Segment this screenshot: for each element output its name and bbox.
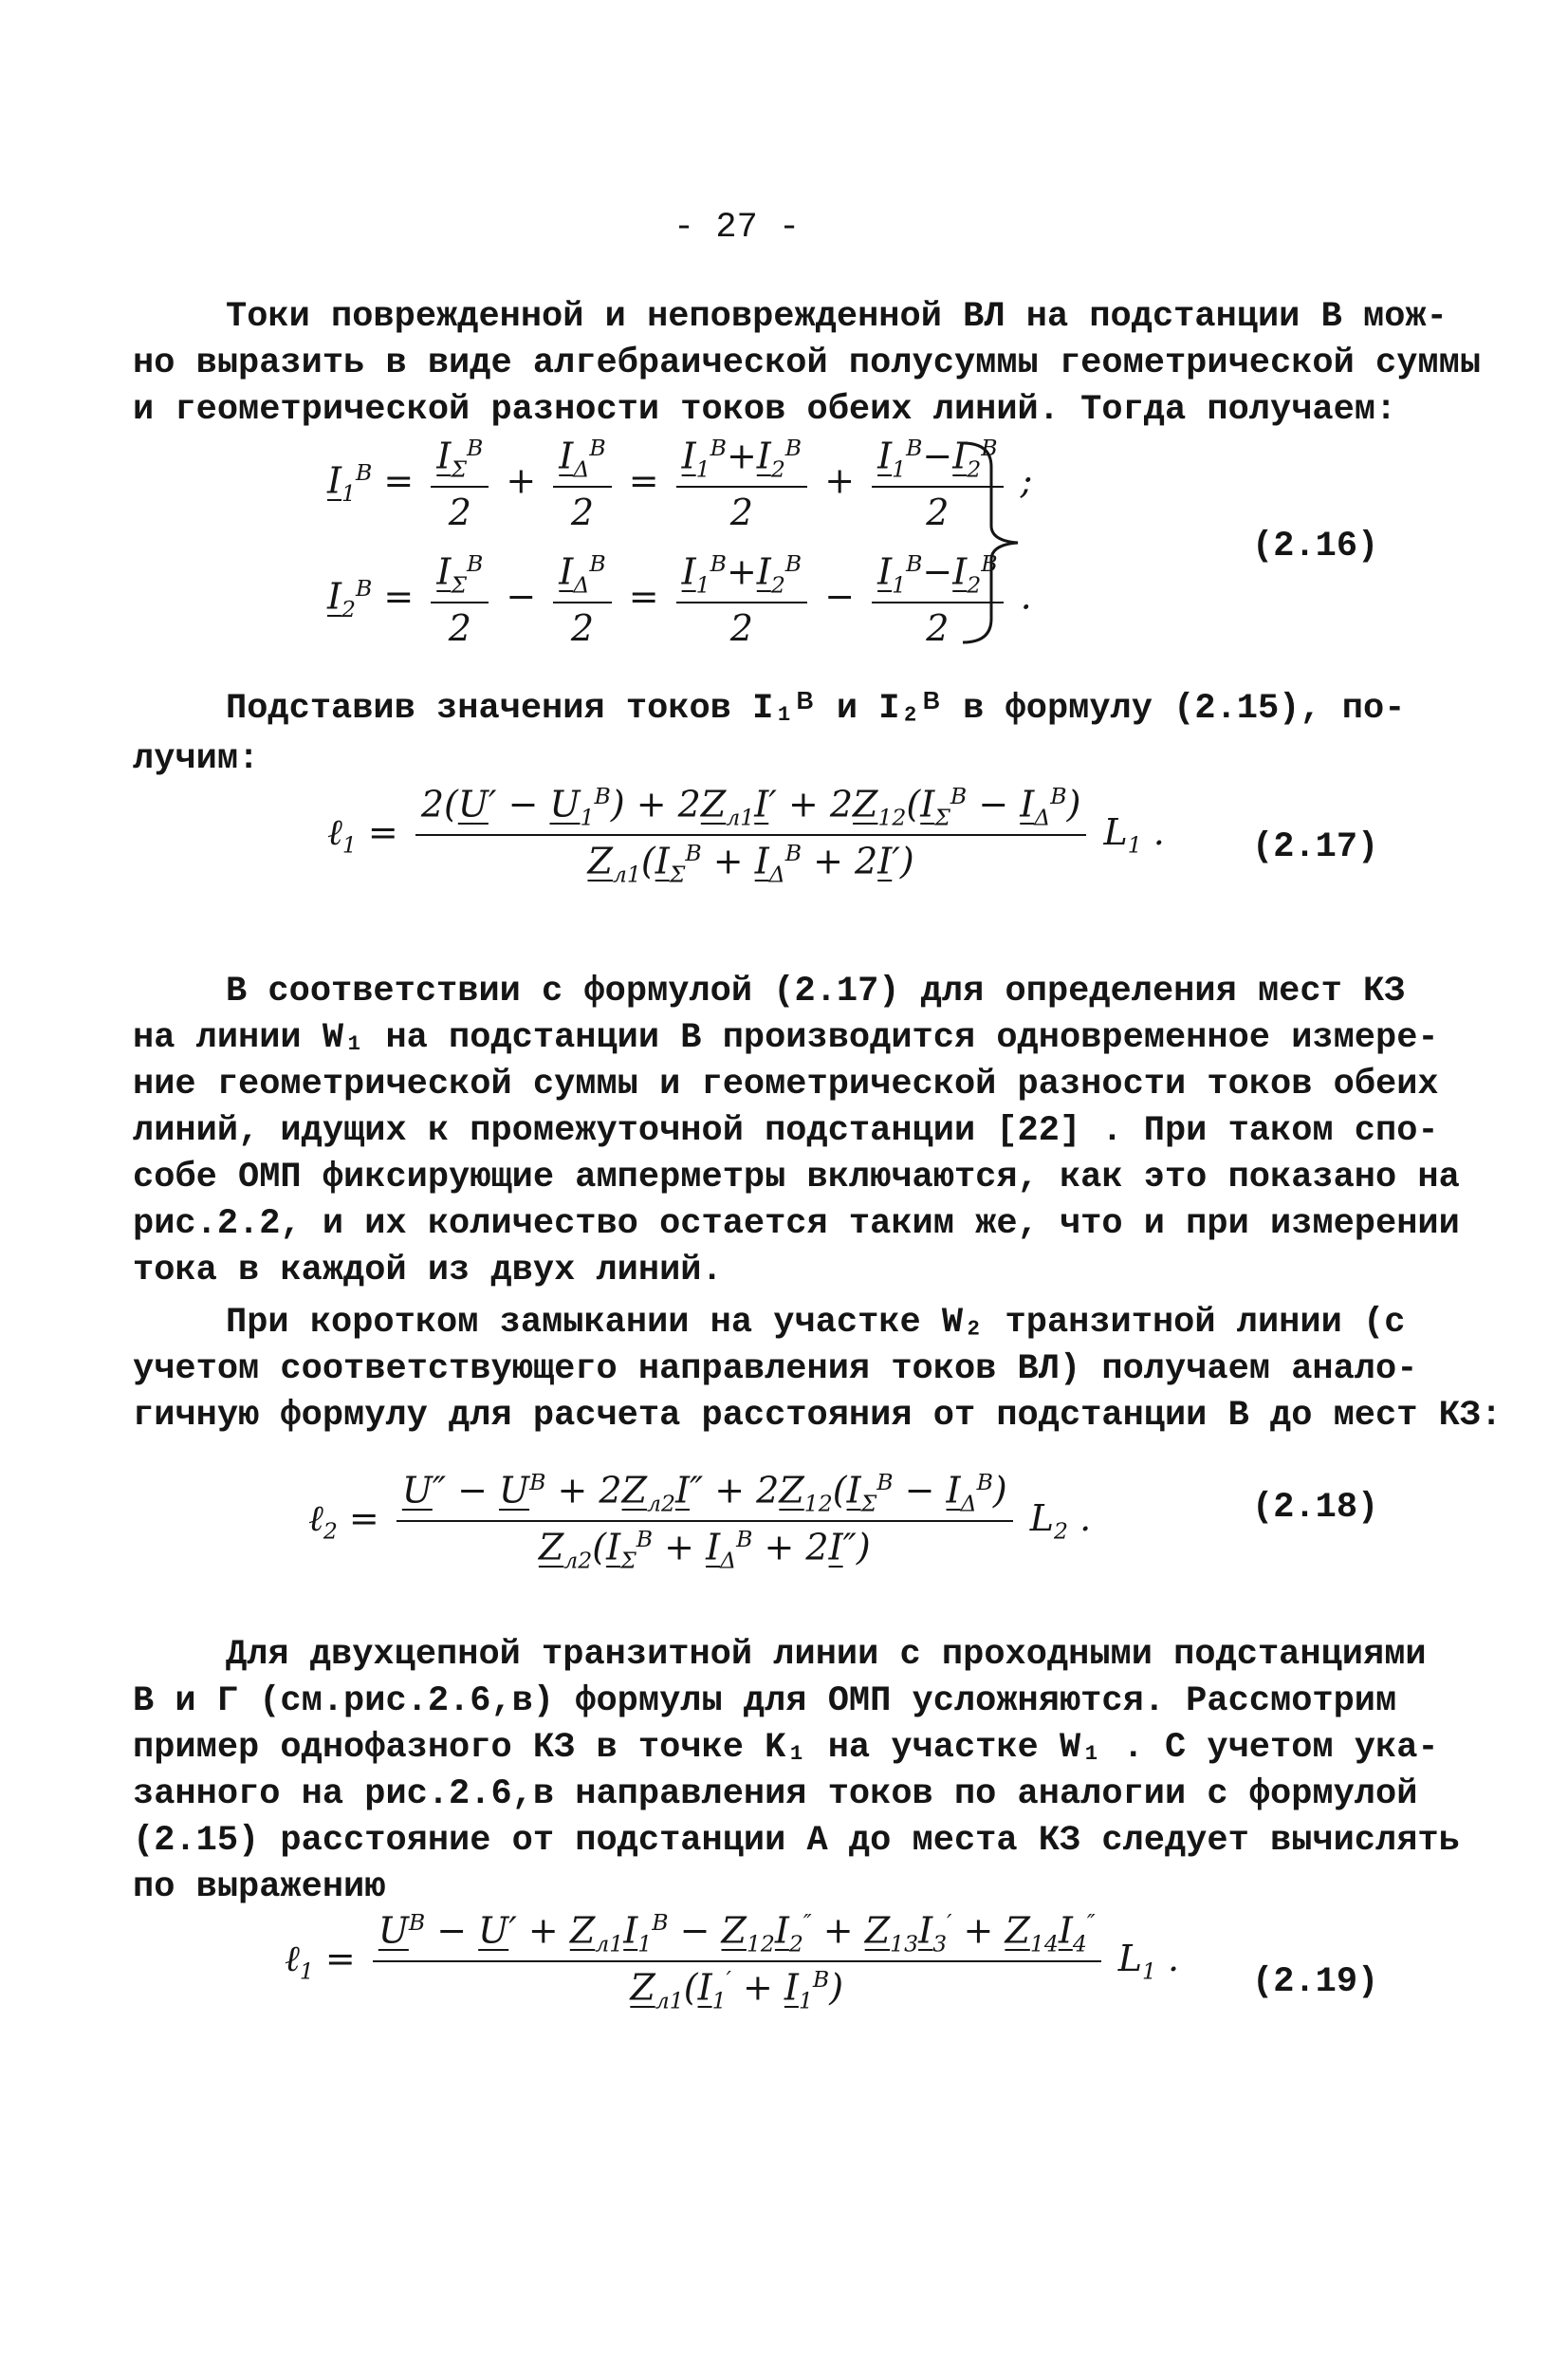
paragraph-1-line-3: и геометрической разности токов обеих линий. Тогда получаем: xyxy=(133,390,1397,430)
paragraph-4-line-1: При коротком замыкании на участке W₂ транзитной линии (с xyxy=(226,1303,1406,1343)
paragraph-3-line-2: на линии W₁ на подстанции В производится одновременное измере- xyxy=(133,1018,1439,1058)
paragraph-5-line-4: занного на рис.2.6,в направления токов по аналогии с формулой xyxy=(133,1774,1418,1814)
paragraph-5-line-1: Для двухцепной транзитной линии с проходными подстанциями xyxy=(226,1635,1427,1675)
equation-2-16-number: (2.16) xyxy=(1252,527,1379,566)
paragraph-3-line-4: линий, идущих к промежуточной подстанции [22] . При таком спо- xyxy=(133,1111,1439,1151)
paragraph-5-line-3: пример однофазного КЗ в точке K₁ на участке W₁ . С учетом ука- xyxy=(133,1728,1439,1768)
equation-2-18: ℓ$_2$ = $\frac{U'' - U^B + 2Z_{л2}I'' + 2Z_{12}(I_\Sigma^B - I_\Delta^B)}{Z_{л2}(I_\Sigma^B + I_\Delta^B + 2I'')}$ $L_2$ . xyxy=(308,1469,1092,1574)
paragraph-1-line-2: но выразить в виде алгебраической полусуммы геометрической суммы xyxy=(133,343,1482,383)
equation-2-19: ℓ$_1$ = $\frac{U^B - U' + Z_{л1}I_1^B - Z_{12}I_2'' + Z_{13}I_3' + Z_{14}I_4''}{Z_{л1}(I_1' + I_1^B)}$ $L_1$ . xyxy=(285,1909,1180,2014)
equation-2-19-number: (2.19) xyxy=(1252,1962,1379,2002)
paragraph-2-line-1: Подставив значения токов I₁ᴮ и I₂ᴮ в формулу (2.15), по- xyxy=(226,689,1406,729)
equation-2-18-number: (2.18) xyxy=(1252,1488,1379,1528)
equation-2-16-row-2: $I_2^B$ = $\frac{I_\Sigma^B}{2}$ − $\frac{I_\Delta^B}{2}$ = $\frac{I_1^B+I_2^B}{2}$ − $\frac{I_1^B-I_2^B}{2}$ . xyxy=(327,550,1032,650)
equation-2-17: ℓ$_1$ = $\frac{2(U' - U_1^B) + 2Z_{л1}I' + 2Z_{12}(I_\Sigma^B - I_\Delta^B)}{Z_{л1}(I_\Sigma^B + I_\Delta^B + 2I')}$ $L_1$ . xyxy=(327,783,1165,888)
equation-2-17-number: (2.17) xyxy=(1252,827,1379,867)
paragraph-5-line-5: (2.15) расстояние от подстанции А до места КЗ следует вычислять xyxy=(133,1821,1460,1861)
paragraph-4-line-3: гичную формулу для расчета расстояния от подстанции В до мест КЗ: xyxy=(133,1396,1503,1436)
equation-2-16-row-1: $I_1^B$ = $\frac{I_\Sigma^B}{2}$ + $\frac{I_\Delta^B}{2}$ = $\frac{I_1^B+I_2^B}{2}$ + $\frac{I_1^B-I_2^B}{2}$ ; xyxy=(327,435,1033,534)
paragraph-3-line-7: тока в каждой из двух линий. xyxy=(133,1251,723,1290)
paragraph-3-line-3: ние геометрической суммы и геометрической разности токов обеих xyxy=(133,1065,1439,1104)
page-number: - 27 - xyxy=(673,208,801,248)
paragraph-3-line-5: собе ОМП фиксирующие амперметры включаются, как это показано на xyxy=(133,1158,1460,1197)
paragraph-1-line-1: Токи поврежденной и неповрежденной ВЛ на подстанции В мож- xyxy=(226,297,1448,337)
paragraph-4-line-2: учетом соответствующего направления токов ВЛ) получаем анало- xyxy=(133,1349,1418,1389)
paragraph-5-line-6: по выражению xyxy=(133,1867,386,1907)
equation-2-16-brace xyxy=(953,438,1029,647)
paragraph-2-line-2: лучим: xyxy=(133,739,260,779)
paragraph-5-line-2: В и Г (см.рис.2.6,в) формулы для ОМП усложняются. Рассмотрим xyxy=(133,1681,1397,1721)
paragraph-3-line-6: рис.2.2, и их количество остается таким же, что и при измерении xyxy=(133,1204,1460,1244)
paragraph-3-line-1: В соответствии с формулой (2.17) для определения мест КЗ xyxy=(226,972,1406,1011)
